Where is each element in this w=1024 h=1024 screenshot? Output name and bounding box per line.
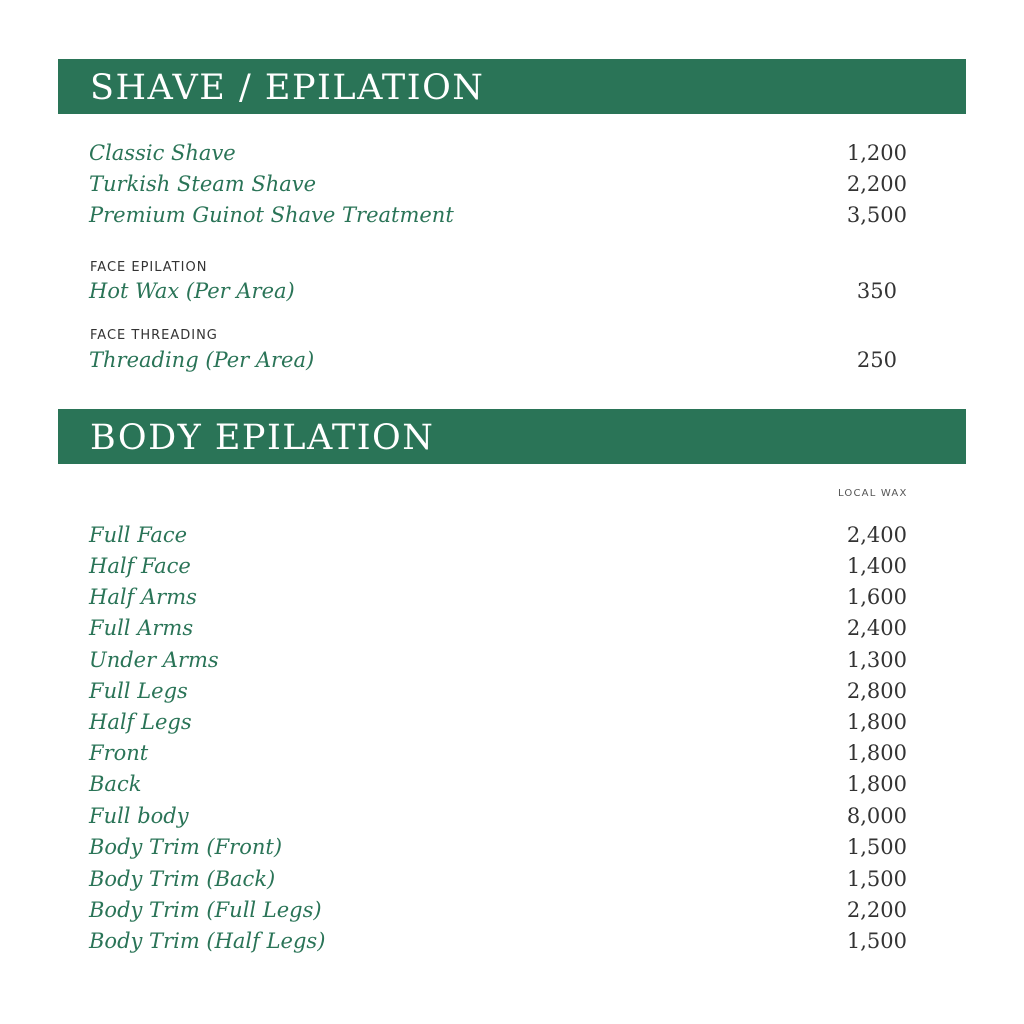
menu-item-row (89, 276, 909, 306)
menu-item-price: 1,600 (846, 585, 907, 609)
menu-item-price: 1,800 (846, 772, 907, 796)
menu-item-row (89, 864, 909, 894)
menu-item-price: 2,200 (846, 172, 907, 196)
shave-epilation-banner (58, 59, 966, 114)
menu-item-row (89, 645, 909, 675)
face-epilation-heading: FACE EPILATION (90, 260, 208, 275)
menu-item-name: Hot Wax (Per Area) (89, 279, 295, 303)
menu-item-price: 1,800 (846, 710, 907, 734)
menu-item-row (89, 551, 909, 581)
menu-item-price: 1,500 (846, 867, 907, 891)
menu-item-name: Half Legs (89, 710, 192, 734)
menu-item-name: Premium Guinot Shave Treatment (89, 203, 454, 227)
menu-item-price: 1,400 (846, 554, 907, 578)
menu-item-name: Body Trim (Full Legs) (89, 898, 322, 922)
menu-item-row (89, 138, 909, 168)
body-epilation-title: BODY EPILATION (90, 417, 435, 458)
menu-item-row (89, 801, 909, 831)
menu-item-row (89, 832, 909, 862)
menu-item-name: Full Arms (89, 616, 194, 640)
local-wax-column-heading: LOCAL WAX (838, 488, 908, 499)
menu-item-price: 1,500 (846, 835, 907, 859)
body-epilation-banner (58, 409, 966, 464)
menu-item-price: 2,200 (846, 898, 907, 922)
menu-item-price: 1,200 (846, 141, 907, 165)
menu-item-row (89, 613, 909, 643)
menu-item-row (89, 769, 909, 799)
menu-item-row (89, 169, 909, 199)
menu-item-name: Full body (89, 804, 189, 828)
menu-item-row (89, 582, 909, 612)
menu-item-name: Threading (Per Area) (89, 348, 315, 372)
menu-item-price: 1,300 (846, 648, 907, 672)
menu-item-row (89, 676, 909, 706)
menu-item-price: 350 (856, 279, 897, 303)
menu-item-row (89, 738, 909, 768)
menu-item-name: Back (89, 772, 142, 796)
menu-item-price: 1,800 (846, 741, 907, 765)
menu-item-price: 250 (856, 348, 897, 372)
menu-item-price: 2,400 (846, 616, 907, 640)
menu-item-row (89, 520, 909, 550)
menu-item-row (89, 200, 909, 230)
menu-item-name: Full Legs (89, 679, 188, 703)
menu-item-row (89, 895, 909, 925)
menu-item-price: 1,500 (846, 929, 907, 953)
menu-item-name: Half Face (89, 554, 191, 578)
menu-item-name: Body Trim (Back) (89, 867, 276, 891)
menu-item-price: 2,400 (846, 523, 907, 547)
menu-item-name: Full Face (89, 523, 188, 547)
shave-epilation-title: SHAVE / EPILATION (90, 67, 485, 108)
menu-item-name: Half Arms (89, 585, 197, 609)
menu-item-price: 3,500 (846, 203, 907, 227)
menu-item-name: Front (89, 741, 149, 765)
face-threading-heading: FACE THREADING (90, 328, 218, 343)
menu-item-price: 8,000 (846, 804, 907, 828)
menu-item-row (89, 707, 909, 737)
menu-item-name: Body Trim (Front) (89, 835, 283, 859)
menu-item-row (89, 926, 909, 956)
menu-item-name: Under Arms (89, 648, 219, 672)
menu-item-price: 2,800 (846, 679, 907, 703)
menu-item-row (89, 345, 909, 375)
menu-item-name: Body Trim (Half Legs) (89, 929, 326, 953)
menu-item-name: Classic Shave (89, 141, 236, 165)
menu-item-name: Turkish Steam Shave (89, 172, 317, 196)
